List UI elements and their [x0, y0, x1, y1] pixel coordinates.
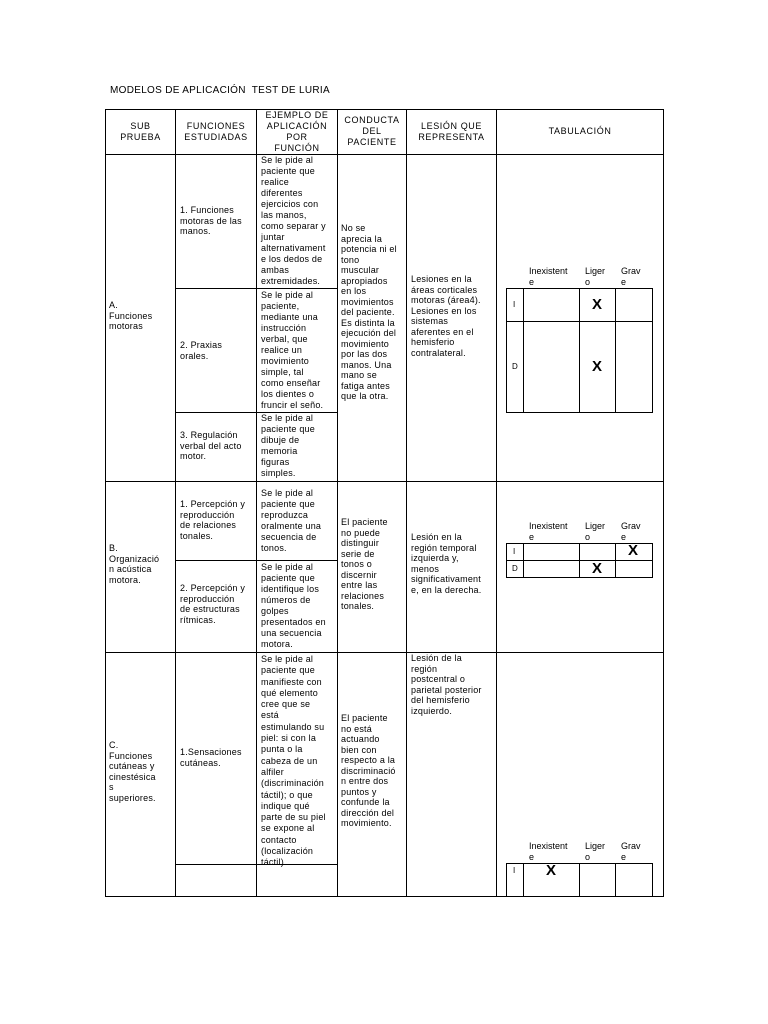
- label-inexistente: Inexistent e: [529, 266, 568, 287]
- ejemplo-c1: Se le pide al paciente que manifieste con qué elemento cree que se está estimulando su piel: si con la punta o la cabeza de un alfiler (discriminación táctil); o que indique qué parte de su piel se expone al contacto (localización táctil): [261, 654, 326, 868]
- table-border-right: [663, 109, 664, 897]
- ejemplo-a2: Se le pide al paciente, mediante una instrucción verbal, que realice un movimiento simple, tal como enseñar los dientes o fruncir el seño.: [261, 290, 324, 410]
- subprueba-c: C. Funciones cutáneas y cinestésica s superiores.: [109, 740, 156, 803]
- funcion-b2: 2. Percepción y reproducción de estructuras rítmicas.: [180, 583, 246, 625]
- funcion-a3: 3. Regulación verbal del acto motor.: [180, 430, 242, 461]
- header-tabulacion: TABULACIÓN: [548, 126, 612, 136]
- table-border-left: [105, 109, 106, 897]
- subprueba-a: A. Funciones motoras: [109, 300, 153, 331]
- mark-c-i-inexistente: X: [545, 862, 556, 879]
- label-grave: Grav e: [621, 266, 641, 287]
- label-ligero: Liger o: [585, 521, 606, 542]
- ejemplo-b1: Se le pide al paciente que reproduzca oralmente una secuencia de tonos.: [261, 488, 322, 553]
- subprueba-b: B. Organizació n acústica motora.: [109, 543, 160, 585]
- header-ejemplo: EJEMPLO DE APLICACIÓN POR FUNCIÓN: [265, 110, 329, 153]
- mark-a-d-ligero: X: [591, 358, 602, 375]
- ejemplo-a1: Se le pide al paciente que realice diferentes ejercicios con las manos, como separar y juntar alternativament e los dedos de ambas extremidades.: [261, 155, 326, 286]
- subrow-divider: [175, 288, 338, 289]
- mark-b-d-ligero: X: [591, 560, 602, 577]
- funcion-a1: 1. Funciones motoras de las manos.: [180, 205, 242, 236]
- row-i: I: [513, 866, 516, 875]
- row-d: D: [512, 564, 518, 573]
- header-conducta: CONDUCTA DEL PACIENTE: [344, 115, 400, 147]
- ejemplo-a3: Se le pide al paciente que dibuje de memoria figuras simples.: [261, 413, 315, 478]
- header-subprueba: SUB PRUEBA: [120, 121, 161, 142]
- column-divider: [175, 109, 176, 897]
- section-divider: [105, 481, 664, 482]
- tabulation-grid: [506, 863, 653, 897]
- mark-a-i-ligero: X: [591, 296, 602, 313]
- table-border-top: [105, 109, 664, 110]
- conducta-b: El paciente no puede distinguir serie de tonos o discernir entre las relaciones tonales.: [341, 517, 388, 611]
- conducta-c: El paciente no está actuando bien con respecto a la discriminació n entre dos puntos y confunde la dirección del movimiento.: [341, 713, 396, 828]
- header-lesion: LESIÓN QUE REPRESENTA: [418, 121, 485, 142]
- column-divider: [496, 109, 497, 897]
- header-divider: [105, 154, 664, 155]
- column-divider: [337, 109, 338, 897]
- lesion-a: Lesiones en la áreas corticales motoras (área4). Lesiones en los sistemas aferentes en el hemisferio contralateral.: [411, 274, 481, 358]
- row-d: D: [512, 362, 518, 371]
- ejemplo-b2: Se le pide al paciente que identifique los números de golpes presentados en una secuencia motora.: [261, 562, 326, 649]
- row-i: I: [513, 547, 516, 556]
- conducta-a: No se aprecia la potencia ni el tono muscular apropiados en los movimientos del paciente. Es distinta la ejecución del movimiento por las dos manos. Una mano se fatiga antes que la otra.: [341, 223, 397, 401]
- lesion-b: Lesión en la región temporal izquierda y, menos significativament e, en la derecha.: [411, 532, 482, 595]
- label-grave: Grav e: [621, 841, 641, 862]
- lesion-c: Lesión de la región postcentral o parietal posterior del hemisferio izquierdo.: [411, 653, 482, 716]
- document-title: MODELOS DE APLICACIÓN TEST DE LURIA: [110, 85, 330, 96]
- header-funciones: FUNCIONES ESTUDIADAS: [184, 121, 248, 142]
- label-inexistente: Inexistent e: [529, 841, 568, 862]
- funcion-b1: 1. Percepción y reproducción de relaciones tonales.: [180, 499, 246, 541]
- label-ligero: Liger o: [585, 266, 606, 287]
- funcion-c1: 1.Sensaciones cutáneas.: [180, 747, 242, 768]
- mark-b-i-grave: X: [627, 542, 638, 559]
- label-ligero: Liger o: [585, 841, 606, 862]
- section-divider: [105, 652, 664, 653]
- subrow-divider: [175, 560, 338, 561]
- label-inexistente: Inexistent e: [529, 521, 568, 542]
- row-i: I: [513, 300, 516, 309]
- funcion-a2: 2. Praxias orales.: [180, 340, 223, 361]
- label-grave: Grav e: [621, 521, 641, 542]
